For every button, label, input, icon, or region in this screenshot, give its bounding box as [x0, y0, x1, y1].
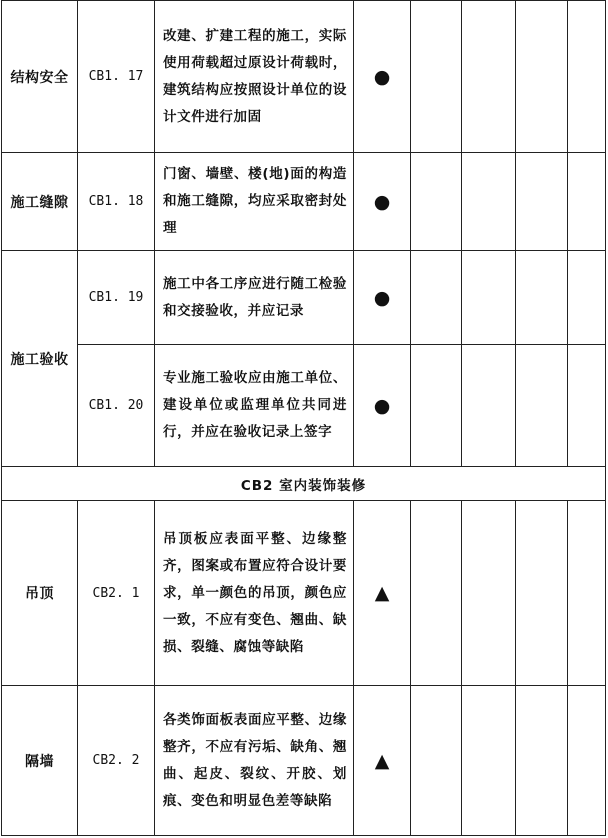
- empty-cell: [411, 153, 462, 251]
- requirement-text: 各类饰面板表面应平整、边缘整齐，不应有污垢、缺角、翘曲、起皮、裂纹、开胶、划痕、变色和明显色差等缺陷: [155, 686, 354, 836]
- empty-cell: [568, 1, 606, 153]
- empty-cell: [568, 251, 606, 345]
- empty-cell: [462, 251, 516, 345]
- empty-cell: [516, 501, 568, 686]
- empty-cell: [462, 1, 516, 153]
- table-row: [2, 1, 606, 153]
- section-title: CB2 室内装饰装修: [2, 467, 606, 501]
- code-cell: CB1. 20: [78, 345, 155, 467]
- empty-cell: [568, 345, 606, 467]
- empty-cell: [411, 1, 462, 153]
- requirement-text: 专业施工验收应由施工单位、建设单位或监理单位共同进行，并应在验收记录上签字: [155, 345, 354, 467]
- requirement-text: 门窗、墙壁、楼(地)面的构造和施工缝隙，均应采取密封处理: [155, 153, 354, 251]
- code-cell: CB2. 1: [78, 501, 155, 686]
- empty-cell: [462, 153, 516, 251]
- requirements-table: [1, 0, 606, 836]
- requirement-text: 施工中各工序应进行随工检验和交接验收，并应记录: [155, 251, 354, 345]
- category-cell: 施工缝隙: [2, 153, 78, 251]
- category-cell: 施工验收: [2, 251, 78, 467]
- empty-cell: [411, 345, 462, 467]
- code-cell: CB2. 2: [78, 686, 155, 836]
- table-row: [2, 251, 606, 345]
- category-cell: 吊顶: [2, 501, 78, 686]
- empty-cell: [568, 501, 606, 686]
- circle-mark-icon: ●: [354, 345, 411, 467]
- code-cell: CB1. 17: [78, 1, 155, 153]
- table-row: [2, 686, 606, 836]
- triangle-mark-icon: ▲: [354, 686, 411, 836]
- code-cell: CB1. 19: [78, 251, 155, 345]
- empty-cell: [568, 153, 606, 251]
- empty-cell: [516, 686, 568, 836]
- empty-cell: [516, 1, 568, 153]
- circle-mark-icon: ●: [354, 153, 411, 251]
- table-row: [2, 345, 606, 467]
- empty-cell: [411, 251, 462, 345]
- empty-cell: [568, 686, 606, 836]
- section-header-row: [2, 467, 606, 501]
- category-cell: 隔墙: [2, 686, 78, 836]
- table-row: [2, 501, 606, 686]
- triangle-mark-icon: ▲: [354, 501, 411, 686]
- code-cell: CB1. 18: [78, 153, 155, 251]
- empty-cell: [462, 345, 516, 467]
- empty-cell: [462, 501, 516, 686]
- empty-cell: [462, 686, 516, 836]
- empty-cell: [516, 345, 568, 467]
- empty-cell: [411, 686, 462, 836]
- empty-cell: [411, 501, 462, 686]
- requirement-text: 吊顶板应表面平整、边缘整齐，图案或布置应符合设计要求，单一颜色的吊顶，颜色应一致，不应有变色、翘曲、缺损、裂缝、腐蚀等缺陷: [155, 501, 354, 686]
- circle-mark-icon: ●: [354, 1, 411, 153]
- category-cell: 结构安全: [2, 1, 78, 153]
- table-row: [2, 153, 606, 251]
- circle-mark-icon: ●: [354, 251, 411, 345]
- requirement-text: 改建、扩建工程的施工，实际使用荷载超过原设计荷载时，建筑结构应按照设计单位的设计文件进行加固: [155, 1, 354, 153]
- empty-cell: [516, 251, 568, 345]
- empty-cell: [516, 153, 568, 251]
